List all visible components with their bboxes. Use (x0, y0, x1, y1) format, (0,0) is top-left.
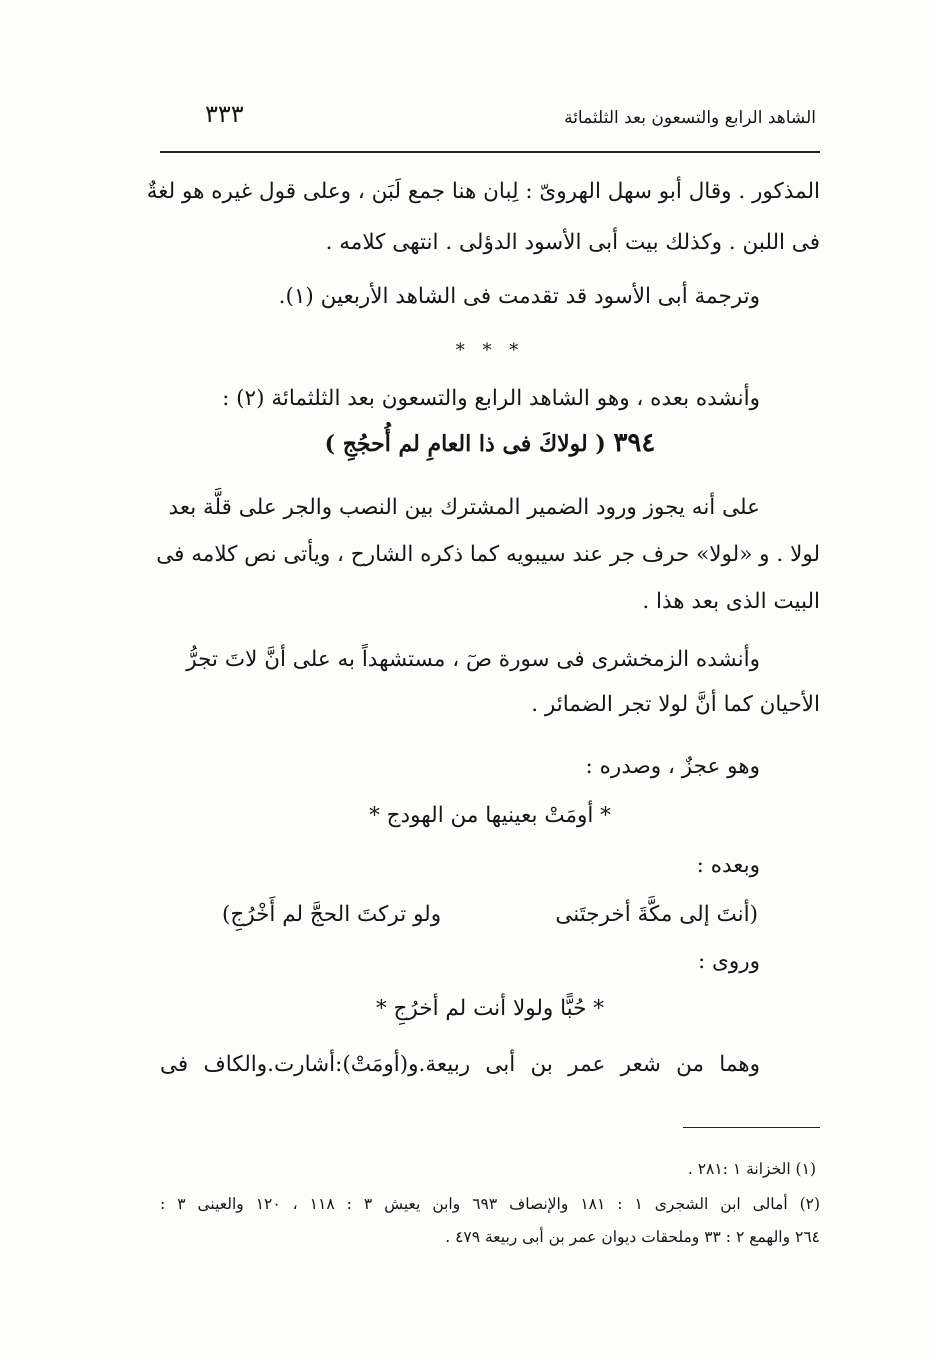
paragraph-3: وأنشده بعده ، وهو الشاهد الرابع والتسعون بعد الثلثمائة (٢) : (222, 386, 760, 411)
verse-2-hemistich-2: ولو تركتَ الحجَّ لم أَخْرُجِ) (222, 902, 442, 927)
paragraph-1-line-2: فى اللبن . وكذلك بيت أبى الأسود الدؤلى . انتهى كلامه . (325, 230, 820, 255)
witness-number: ٣٩٤ (613, 428, 656, 458)
footnote-rule (683, 1127, 820, 1128)
paragraph-4-line-2: لولا . و «لولا» حرف جر عند سيبويه كما ذكره الشارح ، ويأتى نص كلامه فى (156, 542, 820, 567)
footnote-2-line-2: ٢٦٤ والهمع ٢ : ٣٣ وملحقات ديوان عمر بن أبى ربيعة ٤٧٩ . (445, 1228, 820, 1246)
paragraph-4-line-1: على أنه يجوز ورود الضمير المشترك بين النصب والجر على قلَّة بعد (168, 495, 760, 520)
paragraph-1-line-1: المذكور . وقال أبو سهل الهروىّ : لِبان هنا جمع لَبَن ، وعلى قول غيره هو لغةٌ (146, 179, 820, 204)
witness-line (160, 428, 820, 458)
witness-text: ( لولاكَ فى ذا العامِ لم أُحجُجِ ) (324, 431, 606, 457)
paragraph-2: وترجمة أبى الأسود قد تقدمت فى الشاهد الأربعين (١). (278, 284, 760, 309)
paragraph-5-line-1: وأنشده الزمخشرى فى سورة صٓ ، مستشهداً به على أنَّ لاتَ تجرُّ (186, 647, 760, 672)
verse-2-hemistich-1: (أنتَ إلى مكَّةَ أخرجتَنى (555, 902, 758, 927)
footnote-1: (١) الخزانة ١ :٢٨١ . (687, 1160, 816, 1178)
paragraph-8: وروى : (697, 949, 760, 974)
verse-3: * حُبًّا ولولا أنت لم أخرُجِ * (375, 996, 605, 1021)
paragraph-7: وبعده : (696, 853, 760, 878)
paragraph-6: وهو عجزٌ ، وصدره : (585, 754, 760, 779)
paragraph-5-line-2: الأحيان كما أنَّ لولا تجر الضمائر . (531, 692, 820, 717)
paragraph-4-line-3: البيت الذى بعد هذا . (642, 589, 820, 614)
running-title: الشاهد الرابع والتسعون بعد الثلثمائة (564, 108, 816, 128)
section-separator: * * * (455, 340, 525, 361)
paragraph-9: وهما من شعر عمر بن أبى ربيعة.و(أومَتْ):أشارت.والكاف فى (160, 1052, 760, 1077)
page-number: ٣٣٣ (205, 100, 244, 128)
footnote-2-line-1: (٢) أمالى ابن الشجرى ١ : ١٨١ والإنصاف ٦٩٣ وابن يعيش ٣ : ١١٨ ، ١٢٠ والعينى ٣ : (160, 1195, 821, 1213)
header-rule (160, 151, 820, 153)
verse-1: * أومَتْ بعينيها من الهودج * (369, 803, 611, 828)
